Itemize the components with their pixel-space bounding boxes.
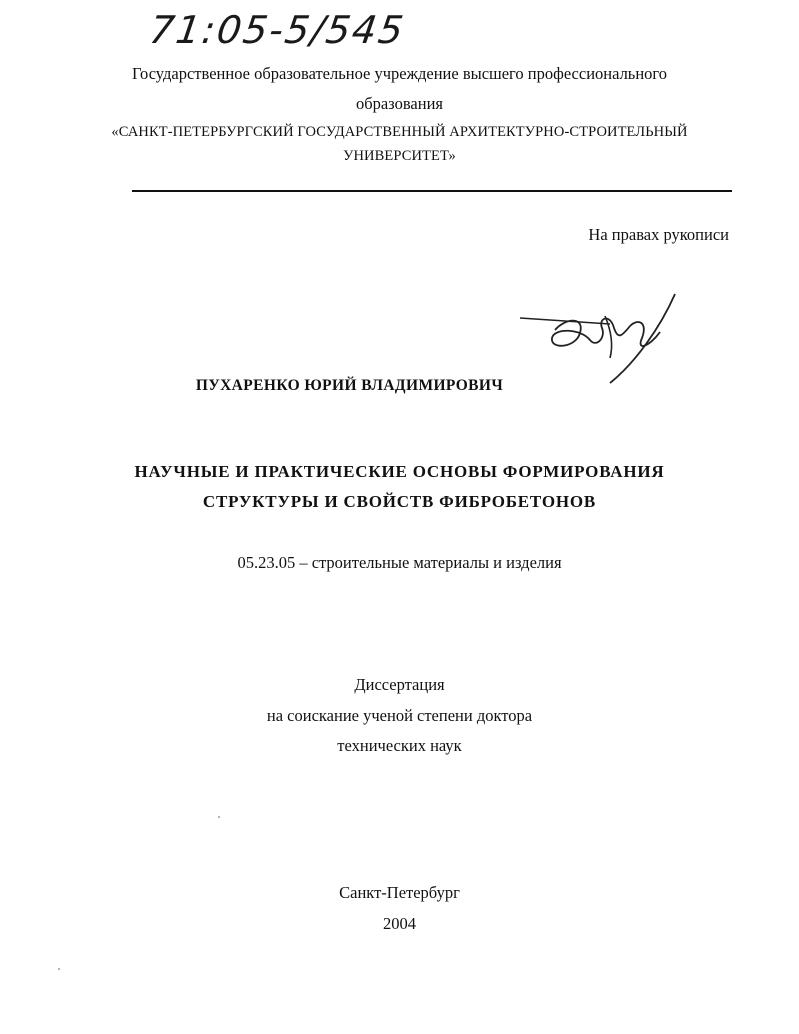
institution-line-2: образования — [355, 94, 444, 113]
year: 2004 — [383, 914, 416, 933]
signature — [510, 288, 690, 388]
archive-code: 71:05-5/545 — [146, 8, 408, 52]
scan-speck — [58, 968, 60, 970]
city: Санкт-Петербург — [339, 883, 460, 902]
scan-speck — [218, 816, 220, 818]
institution-line-4: УНИВЕРСИТЕТ» — [343, 148, 456, 164]
institution-line-3: «САНКТ-ПЕТЕРБУРГСКИЙ ГОСУДАРСТВЕННЫЙ АРХИТЕКТУРНО-СТРОИТЕЛЬНЫЙ — [111, 124, 688, 140]
title-line-2: СТРУКТУРЫ И СВОЙСТВ ФИБРОБЕТОНОВ — [202, 492, 597, 511]
author-name: ПУХАРЕНКО ЮРИЙ ВЛАДИМИРОВИЧ — [195, 377, 504, 394]
degree-line-1: Диссертация — [354, 675, 445, 694]
degree-line-2: на соискание ученой степени доктора — [266, 706, 533, 725]
header-divider — [132, 190, 732, 192]
specialty: 05.23.05 – строительные материалы и изделия — [237, 553, 562, 572]
title-line-1: НАУЧНЫЕ И ПРАКТИЧЕСКИЕ ОСНОВЫ ФОРМИРОВАНИЯ — [134, 462, 665, 481]
degree-line-3: технических наук — [337, 736, 462, 755]
institution-line-1: Государственное образовательное учреждение высшего профессионального — [131, 64, 668, 83]
manuscript-note: На правах рукописи — [588, 225, 729, 244]
